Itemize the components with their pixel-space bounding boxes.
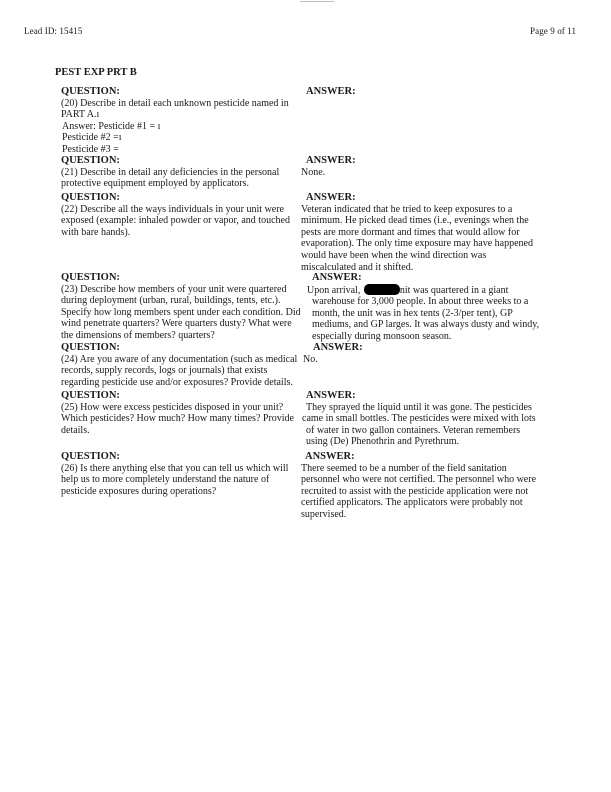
question-subanswer: Pesticide #3 =: [62, 143, 119, 155]
answer-22: [301, 192, 591, 273]
question-20: [61, 86, 311, 156]
question-text: regarding pesticide use and/or exposures? Provide details.: [61, 376, 293, 388]
answer-text: month, the unit was in hex tents (2-3/per tent), GP: [312, 307, 513, 319]
question-text: during deployment (urban, rural, buildings, tents, etc.).: [61, 295, 281, 307]
answer-label: ANSWER:: [306, 155, 356, 166]
answer-label: ANSWER:: [306, 86, 356, 97]
question-text: Which pesticides? How much? How many times? Provide: [61, 413, 294, 425]
answer-26: [301, 451, 591, 521]
section-title: PEST EXP PRT B: [55, 67, 137, 78]
answer-text: supervised.: [301, 508, 347, 520]
question-25: [61, 390, 311, 436]
answer-text: [307, 284, 597, 297]
answer-21: [301, 155, 591, 178]
question-text: (21) Describe in detail any deficiencies in the personal: [61, 166, 280, 178]
answer-text: Veteran indicated that he tried to keep exposures to a: [301, 203, 513, 215]
question-label: QUESTION:: [61, 390, 120, 401]
question-text: PART A.ı: [61, 109, 100, 121]
question-23: [61, 272, 311, 342]
question-text: (24) Are you aware of any documentation (such as medical: [61, 353, 298, 365]
answer-text: personnel who were not certified. The personnel who were: [301, 474, 537, 486]
answer-text: using (De) Phenothrin and Pyrethrum.: [306, 436, 460, 448]
answer-text: came in small bottles. The pesticides were mixed with lots: [302, 413, 536, 425]
answer-label: ANSWER:: [306, 192, 356, 203]
question-text: details.: [61, 424, 90, 436]
lead-id: Lead ID: 15415: [24, 26, 83, 36]
answer-text: There seemed to be a number of the field sanitation: [301, 462, 507, 474]
question-text: (26) Is there anything else that you can tell us which will: [61, 462, 289, 474]
answer-text: of water in two gallon containers. Veteran remembers: [306, 424, 521, 436]
answer-text: mediums, and GP larges. It was always dusty and windy,: [312, 319, 540, 331]
question-text: exposed (example: inhaled powder or vapor, and touched: [61, 215, 290, 227]
answer-text: miscalculated and it shifted.: [301, 261, 414, 273]
question-label: QUESTION:: [61, 155, 120, 166]
question-label: QUESTION:: [61, 86, 120, 97]
question-21: [61, 155, 311, 190]
answer-label: ANSWER:: [313, 342, 363, 353]
question-label: QUESTION:: [61, 192, 120, 203]
answer-text: especially during monsoon season.: [312, 330, 452, 342]
answer-label: ANSWER:: [306, 390, 356, 401]
question-subanswer: Pesticide #2 =ı: [62, 132, 122, 144]
question-text: (22) Describe all the ways individuals in your unit were: [61, 203, 284, 215]
answer-text-start: Upon arrival,: [307, 284, 363, 296]
answer-text: evaporation). The only time exposure may have happened: [301, 238, 533, 250]
question-text: (20) Describe in detail each unknown pesticide named in: [61, 97, 289, 109]
question-label: QUESTION:: [61, 342, 120, 353]
question-22: [61, 192, 311, 238]
answer-24: [301, 342, 591, 365]
answer-text: None.: [301, 166, 326, 178]
question-subanswer: Answer: Pesticide #1 = ı: [62, 120, 161, 132]
question-text: (23) Describe how members of your unit were quartered: [61, 283, 287, 295]
question-label: QUESTION:: [61, 451, 120, 462]
scan-artifact: [300, 1, 334, 2]
answer-text: minimum. He picked dead times (i.e., evenings when the: [301, 215, 529, 227]
question-text: help us to more completely understand the nature of: [61, 474, 270, 486]
answer-text: They sprayed the liquid until it was gone. The pesticides: [306, 401, 532, 413]
question-text: protective equipment employed by applicators.: [61, 178, 249, 190]
answer-text: certified applicators. The applicators were probably not: [301, 497, 523, 509]
answer-label: ANSWER:: [312, 272, 362, 283]
answer-label: ANSWER:: [305, 451, 355, 462]
answer-25: [302, 390, 592, 448]
question-text: wind penetrate quarters? Were quarters dusty? What were: [61, 318, 292, 330]
question-text: with bare hands).: [61, 226, 131, 238]
question-text: pesticide exposures during operations?: [61, 485, 217, 497]
answer-text: would have been when the wind direction was: [301, 249, 487, 261]
answer-23: [307, 272, 597, 343]
question-label: QUESTION:: [61, 272, 120, 283]
question-24: [61, 342, 311, 388]
question-26: [61, 451, 311, 497]
question-text: Specify how long members spent under each condition. Did: [61, 306, 301, 318]
redaction-mark: [364, 284, 400, 295]
answer-text: warehouse for 3,000 people. In about three weeks to a: [312, 296, 529, 308]
question-text: the dimensions of members? quarters?: [61, 329, 215, 341]
answer-text: pests are more dormant and times that would allow for: [301, 226, 520, 238]
question-text: (25) How were excess pesticides disposed in your unit?: [61, 401, 284, 413]
answer-text-cont: nit was quartered in a giant: [399, 284, 509, 296]
answer-text: recruited to assist with the pesticide application were not: [301, 485, 529, 497]
question-text: records, supply records, logs or journals) that exists: [61, 365, 268, 377]
page-number: Page 9 of 11: [530, 26, 577, 36]
answer-text: No.: [303, 353, 318, 365]
answer-20: [306, 86, 596, 98]
